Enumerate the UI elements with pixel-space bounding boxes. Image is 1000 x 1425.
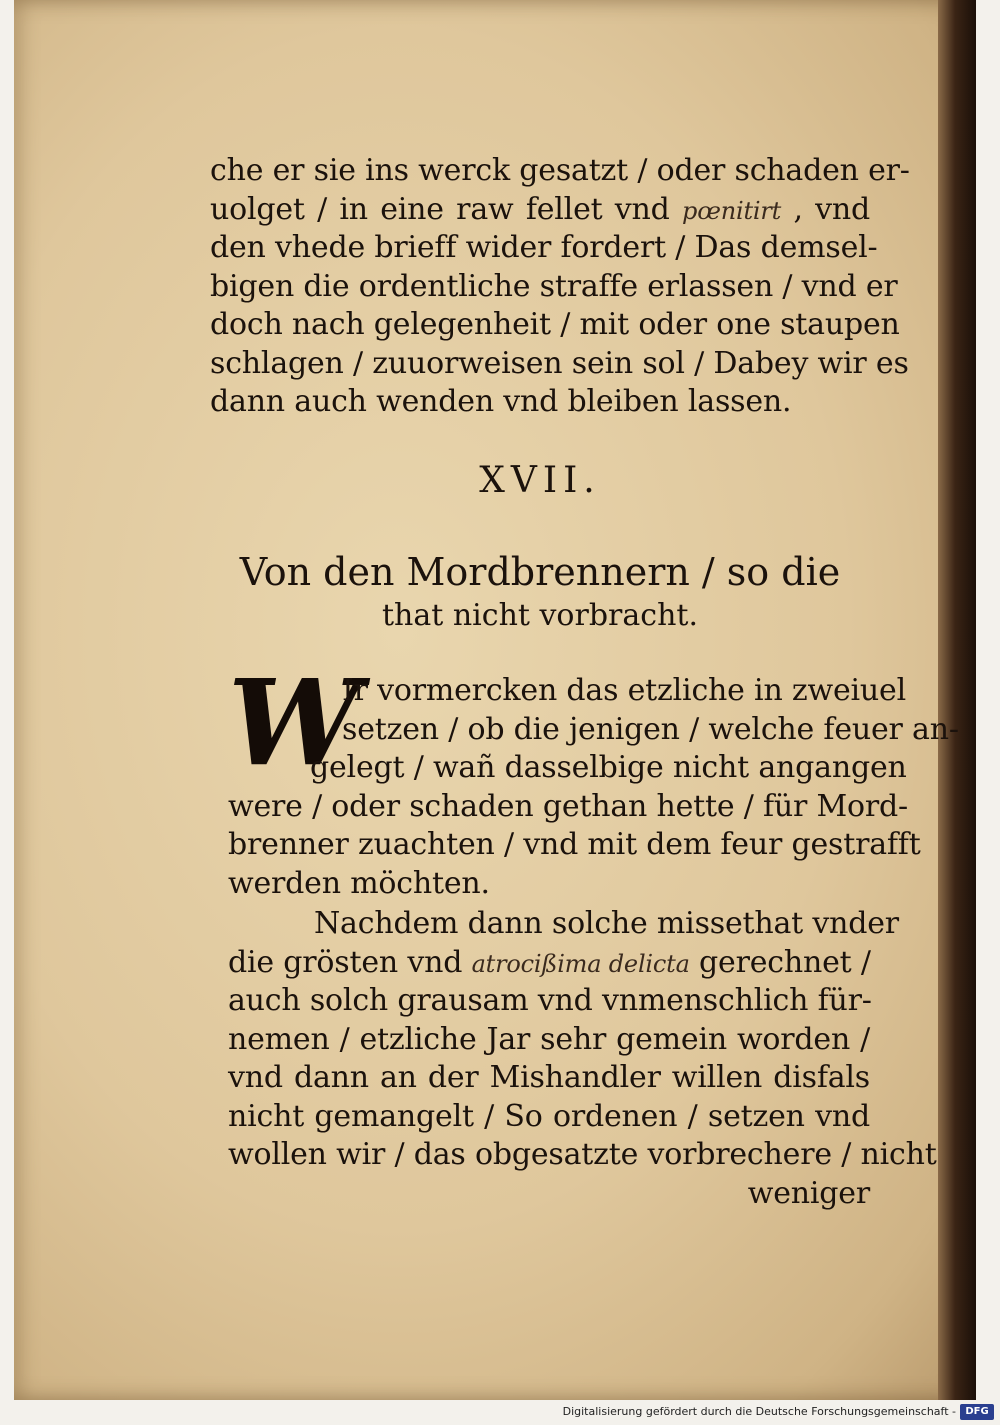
text-line: were / oder schaden gethan hette / für Mord- xyxy=(228,788,908,824)
latin-term: pœnitirt xyxy=(682,196,782,225)
text-line: Nachdem dann solche missethat vnder xyxy=(314,906,899,941)
text-line: che er sie ins werck gesatzt / oder schaden er- xyxy=(210,153,910,188)
paragraph-continuation xyxy=(210,152,910,422)
text-line: gelegt / wañ dasselbige nicht angangen xyxy=(310,750,907,785)
text-line: Ir vormercken das etzliche in zweiuel xyxy=(342,673,907,708)
text-line: nemen / etzliche Jar sehr gemein worden / xyxy=(228,1021,870,1057)
catchword: weniger xyxy=(747,1175,870,1211)
drop-cap: W xyxy=(228,653,361,792)
text-line: uolget / in eine raw fellet vnd pœnitirt , vnd xyxy=(210,191,870,227)
latin-term: atrocißima delicta xyxy=(471,949,690,978)
text-line: auch solch grausam vnd vnmenschlich für- xyxy=(228,983,872,1018)
text-line: brenner zuachten / vnd mit dem feur gestrafft xyxy=(228,827,921,862)
paragraph xyxy=(210,672,959,903)
text-line: nicht gemangelt / So ordenen / setzen vnd xyxy=(228,1098,870,1134)
text-line: werden möchten. xyxy=(228,865,490,901)
footer-bar xyxy=(0,1400,1000,1425)
text-line: schlagen / zuuorweisen sein sol / Dabey wir es xyxy=(210,345,909,381)
section-number: XVII. xyxy=(479,460,601,501)
footer-credit: Digitalisierung gefördert durch die Deutsche Forschungsgemeinschaft - xyxy=(562,1405,956,1418)
section-title xyxy=(210,548,870,636)
text-line: den vhede brieff wider fordert / Das demsel- xyxy=(210,230,878,265)
text-line: die grösten vnd atrocißima delicta gerechnet / xyxy=(228,944,871,980)
dfg-logo-icon: DFG xyxy=(960,1404,994,1420)
text-line: setzen / ob die jenigen / welche feuer an- xyxy=(342,711,959,747)
title-line: Von den Mordbrennern / so die xyxy=(239,550,841,594)
text-line: bigen die ordentliche straffe erlassen / vnd er xyxy=(210,268,898,304)
text-line: doch nach gelegenheit / mit oder one staupen xyxy=(210,307,900,342)
book-spine xyxy=(938,0,976,1400)
paragraph xyxy=(228,905,937,1213)
text-line: vnd dann an der Mishandler willen disfals xyxy=(228,1060,870,1095)
text-line: dann auch wenden vnd bleiben lassen. xyxy=(210,384,792,419)
title-line: that nicht vorbracht. xyxy=(382,598,698,633)
text-line: wollen wir / das obgesatzte vorbrechere / nicht xyxy=(228,1137,937,1172)
